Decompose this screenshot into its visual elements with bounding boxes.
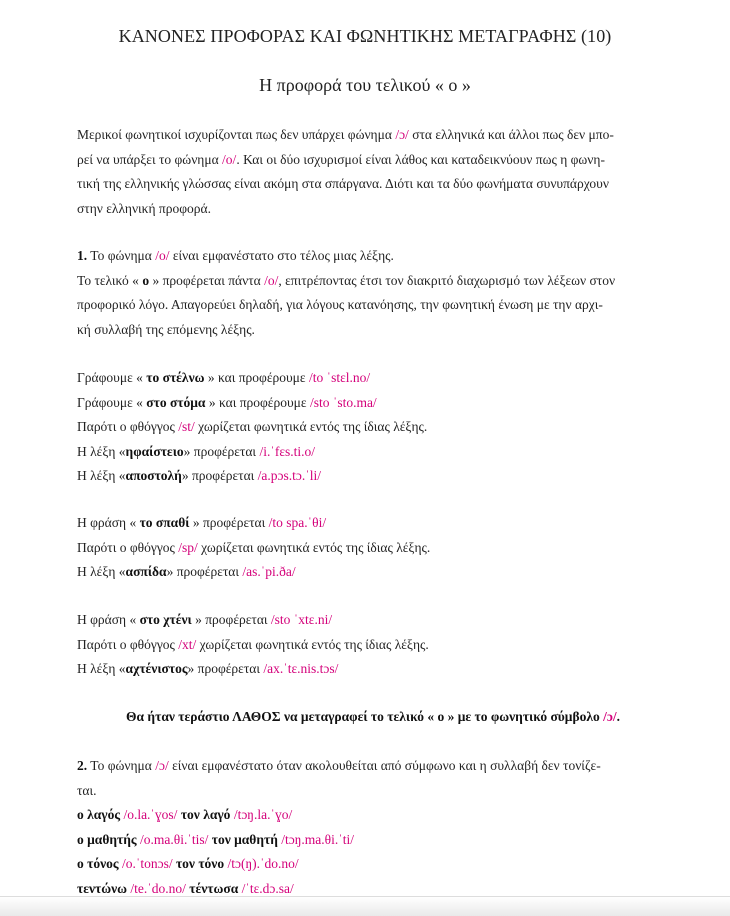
phoneme: /ɔ/ xyxy=(395,127,409,142)
rule-text-line: Το τελικό « ο » προφέρεται πάντα /o/, επιτρέποντας έτσι τον διακριτό διαχωρισμό των λέξεων στον xyxy=(77,272,616,288)
rule-1 xyxy=(77,244,669,342)
intro-line: στην ελληνική προφορά. xyxy=(77,200,211,216)
transcription: /sto ˈsto.ma/ xyxy=(309,394,377,410)
intro-line: Μερικοί φωνητικοί ισχυρίζονται πως δεν υπάρχει φώνημα /ɔ/ στα ελληνικά και άλλοι πως δεν μπο- xyxy=(77,127,614,142)
transcription: /to ˈstɛl.no/ xyxy=(308,370,371,385)
example-line: Η λέξη «αχτένιστος» προφέρεται /ax.ˈtɛ.nis.tɔs/ xyxy=(77,661,339,676)
phoneme: /o/ xyxy=(264,272,279,288)
example-line: Η λέξη «ασπίδα» προφέρεται /as.ˈpi.ða/ xyxy=(77,564,296,579)
example-group-2 xyxy=(77,511,669,585)
example-line: ο τόνος /o.ˈtonɔs/ τον τόνο /tɔ(ŋ).ˈdo.no/ xyxy=(77,856,299,871)
phoneme: /ɔ/ xyxy=(155,758,169,773)
rule-text-line: προφορικό λόγο. Απαγορεύει δηλαδή, για λόγους κατανόησης, την φωνητική ένωση με την αρχι- xyxy=(77,297,603,312)
rule-text-line: ται. xyxy=(77,782,97,798)
page-title: ΚΑΝΟΝΕΣ ΠΡΟΦΟΡΑΣ ΚΑΙ ΦΩΝΗΤΙΚΗΣ ΜΕΤΑΓΡΑΦΗΣ (10) xyxy=(118,26,612,46)
rule-text-line: κή συλλαβή της επόμενης λέξης. xyxy=(77,321,255,337)
transcription: /ˈtɛ.dɔ.sa/ xyxy=(238,880,294,896)
transcription: /o.ˈtonɔs/ xyxy=(118,856,173,871)
transcription: /sto ˈxtɛ.ni/ xyxy=(270,612,333,627)
warning-line: Θα ήταν τεράστιο ΛΑΘΟΣ να μεταγραφεί το τελικό « ο » με το φωνητικό σύμβολο /ɔ/. xyxy=(126,709,620,724)
example-line: Παρότι ο φθόγγος /sp/ χωρίζεται φωνητικά εντός της ίδιας λέξης. xyxy=(77,539,431,555)
example-line: Γράφουμε « το στέλνω » και προφέρουμε /to ˈstɛl.no/ xyxy=(77,370,371,385)
phoneme: /xt/ xyxy=(178,636,197,652)
example-line: Η λέξη «αποστολή» προφέρεται /a.pɔs.tɔ.ˈli/ xyxy=(77,468,322,483)
phoneme: /o/ xyxy=(222,151,237,167)
example-group-3 xyxy=(77,608,669,682)
transcription: /o.la.ˈɣos/ xyxy=(120,807,178,822)
rule-heading: 1. Το φώνημα /o/ είναι εμφανέστατο στο τέλος μιας λέξης. xyxy=(77,248,394,263)
example-group-1 xyxy=(77,366,669,489)
transcription: /te.ˈdo.no/ xyxy=(127,880,186,896)
example-line: Η φράση « το σπαθί » προφέρεται /to spa.ˈθi/ xyxy=(77,515,327,530)
phoneme: /sp/ xyxy=(178,539,198,555)
transcription: /a.pɔs.tɔ.ˈli/ xyxy=(257,468,322,483)
intro-line: τική της ελληνικής γλώσσας είναι ακόμη στα σπάργανα. Διότι και τα δύο φωνήματα συνυπάρχουν xyxy=(77,176,609,191)
phoneme: /o/ xyxy=(155,248,170,263)
phoneme: /ɔ/ xyxy=(603,709,617,724)
page-bottom-edge xyxy=(0,896,730,916)
phoneme: /st/ xyxy=(178,419,195,434)
example-line: Παρότι ο φθόγγος /xt/ χωρίζεται φωνητικά εντός της ίδιας λέξης. xyxy=(77,636,429,652)
example-line: Γράφουμε « στο στόμα » και προφέρουμε /sto ˈsto.ma/ xyxy=(77,394,377,410)
example-line: τεντώνω /te.ˈdo.no/ τέντωσα /ˈtɛ.dɔ.sa/ xyxy=(77,880,294,896)
transcription: /tɔ(ŋ).ˈdo.no/ xyxy=(224,856,299,871)
transcription: /tɔŋ.ma.θi.ˈti/ xyxy=(277,831,355,847)
intro-paragraph xyxy=(77,123,669,221)
transcription: /ax.ˈtɛ.nis.tɔs/ xyxy=(263,661,339,676)
rule-2 xyxy=(77,754,669,901)
example-line: Η φράση « στο χτένι » προφέρεται /sto ˈxtɛ.ni/ xyxy=(77,612,333,627)
intro-line: ρεί να υπάρξει το φώνημα /o/. Και οι δύο ισχυρισμοί είναι λάθος και καταδεικνύουν πως η φωνη- xyxy=(77,151,605,167)
example-line: ο μαθητής /o.ma.θi.ˈtis/ τον μαθητή /tɔŋ.ma.θi.ˈti/ xyxy=(77,831,355,847)
transcription: /o.ma.θi.ˈtis/ xyxy=(136,831,209,847)
transcription: /as.ˈpi.ða/ xyxy=(242,564,296,579)
example-line: ο λαγός /o.la.ˈɣos/ τον λαγό /tɔŋ.la.ˈɣo/ xyxy=(77,807,293,822)
transcription: /to spa.ˈθi/ xyxy=(268,515,327,530)
rule-heading: 2. Το φώνημα /ɔ/ είναι εμφανέστατο όταν ακολουθείται από σύμφωνο και η συλλαβή δεν τονίζε- xyxy=(77,758,601,773)
transcription: /i.ˈfɛs.ti.o/ xyxy=(259,443,315,459)
example-line: Η λέξη «ηφαίστειο» προφέρεται /i.ˈfɛs.ti.o/ xyxy=(77,443,315,459)
example-line: Παρότι ο φθόγγος /st/ χωρίζεται φωνητικά εντός της ίδιας λέξης. xyxy=(77,419,428,434)
page-subtitle: Η προφορά του τελικού « ο » xyxy=(259,75,471,95)
transcription: /tɔŋ.la.ˈɣo/ xyxy=(230,807,293,822)
